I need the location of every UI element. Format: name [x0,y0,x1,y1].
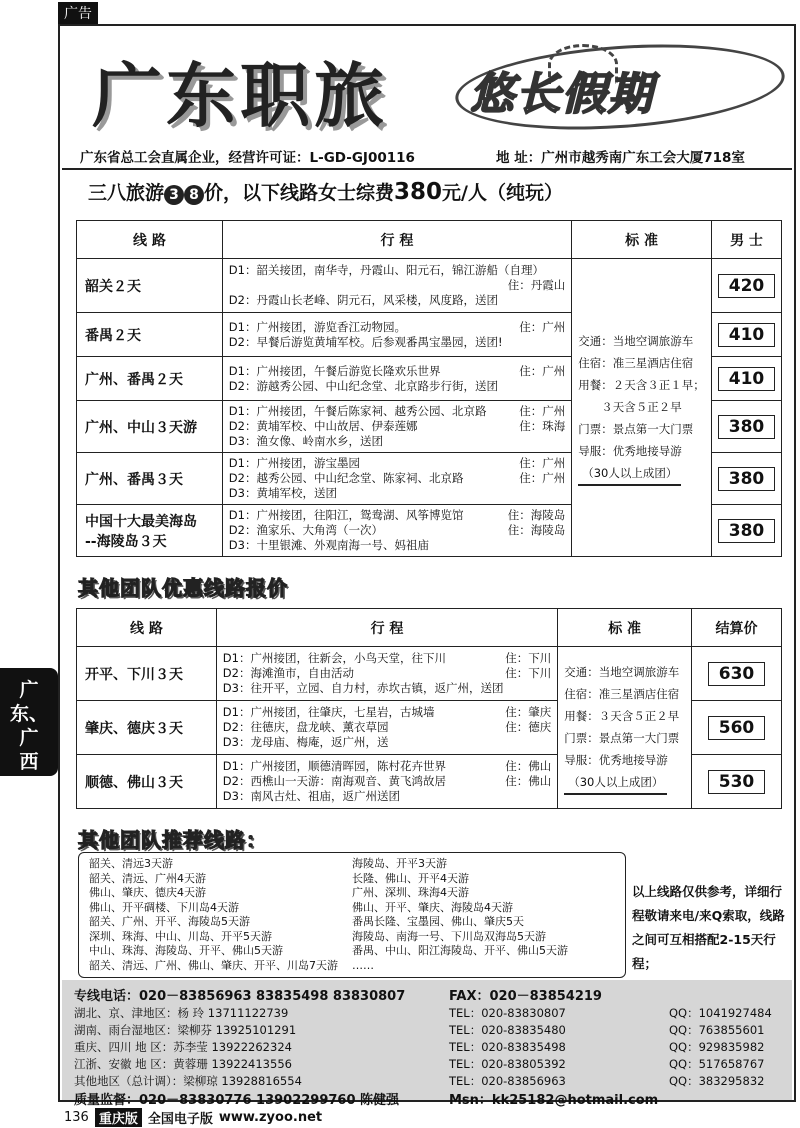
list-item: 韶关、广州、开平、海陵岛5天游 [89,915,250,928]
hotline: 专线电话：020－83856963 83835498 83830807 [74,988,406,1004]
section-title-discount: 其他团队优惠线路报价 [78,576,288,600]
region-tab: 广 东、 广 西 [0,668,58,776]
fax: FAX：020－83854219 [449,988,602,1004]
contact-row: 湖南、雨台湿地区：梁柳芬 13925101291 TEL：020-83835480 QQ：763855601 [74,1022,765,1037]
list-item: 广州、深圳、珠海4天游 [352,886,469,899]
promo-headline: 三八旅游 3 8 价，以下线路女士综费380元/人（纯玩） [88,179,563,205]
list-item: 佛山、肇庆、德庆4天游 [89,886,206,899]
table-row: 广州、番禺３天 D1：广州接团，游宝墨园 住：广州 D2：越秀公园、中山纪念堂、陈家祠、北京路 住：广州 D3：黄埔军校，送团 380 [77,453,782,505]
table-row: 中国十大最美海岛 --海陵岛３天 D1：广州接团，往阳江，鸳鸯湖、风筝博览馆 住：海陵岛 D2：渔家乐、大角湾（一次） 住：海陵岛 D3：十里银滩、外观南海一号、妈祖庙 380 [77,505,782,557]
list-item: 佛山、开平碉楼、下川岛4天游 [89,900,239,914]
list-item: 番禺长隆、宝墨园、佛山、肇庆5天 [352,915,524,928]
quality-supervision: 质量监督：020－83830776 13902299760 陈健强 [74,1092,400,1108]
ad-tag: 广告 [58,2,98,24]
list-item: 长隆、佛山、开平4天游 [352,871,469,885]
contact-row: 江浙、安徽 地 区：黄蓉珊 13922413556 TEL：020-83805392 QQ：517658767 [74,1056,765,1071]
table-row: 肇庆、德庆３天 D1：广州接团，往肇庆，七星岩，古城墙 住：肇庆 D2：往德庆，盘龙峡、薰衣草园 住：德庆 D3：龙母庙、梅庵，返广州，送 560 [77,701,782,755]
brand-title: 广东职旅 [92,54,388,137]
recommend-list [78,852,626,978]
list-item: 海陵岛、南海一号、下川岛双海岛5天游 [352,929,546,943]
list-item: 韶关、清远3天游 [89,857,173,870]
list-item: 佛山、开平、肇庆、海陵岛4天游 [352,900,513,914]
list-item: 中山、珠海、海陵岛、开平、佛山5天游 [89,944,283,957]
company-address: 地 址：广州市越秀南广东工会大厦718室 [496,150,745,166]
page-footer: 136 重庆版 全国电子版 www.zyoo.net [64,1110,323,1127]
table-row: 韶关２天 D1：韶关接团，南华寺，丹霞山、阳元石，锦江游船（自理） 住：丹霞山 D2：丹霞山长老峰、阴元石，风采楼，风度路，送团 交通：当地空调旅游车 住宿：准三星酒店住宿 用餐：２天含３正１早； ３天含５正２早 门票：景点第一大门票 导服：优秀地接导游 （30人以上成团） 420 [77,259,782,313]
itinerary-note: 以上线路仅供参考，详细行程敬请来电/来Q索取，线路之间可互相搭配2-15天行程； [632,884,785,971]
list-item: 番禺、中山、阳江海陵岛、开平、佛山5天游 [352,944,568,957]
standard-cell: 交通：当地空调旅游车 住宿：准三星酒店住宿 用餐：３天含５正２早 门票：景点第一大门票 导服：优秀地接导游 （30人以上成团） [558,647,692,809]
list-item: 海陵岛、开平3天游 [352,857,447,870]
contact-panel [62,980,792,1108]
table-row: 番禺２天 D1：广州接团，游览香江动物园。 住：广州 D2：早餐后游览黄埔军校。后参观番禺宝墨园，送团! 410 [77,313,782,357]
price-value: 380 [718,415,776,439]
promo-route-table [76,220,782,557]
price-value: 410 [718,367,776,391]
list-item: …… [352,958,374,972]
contact-row: 湖北、京、津地区：杨 玲 13711122739 TEL：020-83830807 QQ：1041927484 [74,1005,772,1020]
price-value: 420 [718,274,776,298]
price-value: 630 [708,662,766,686]
edition-badge: 重庆版 [95,1108,142,1127]
contact-row: 重庆、四川 地 区：苏李莹 13922262324 TEL：020-83835498 QQ：929835982 [74,1039,765,1054]
contact-row: 其他地区（总计调）：梁柳琼 13928816554 TEL：020-83856963 QQ：383295832 [74,1073,765,1088]
table-header: 线 路 行 程 标 准 结算价 [77,609,782,647]
discount-route-table [76,608,782,809]
slogan-logo: 悠长假期 [470,69,654,120]
price-value: 410 [718,323,776,347]
standard-cell: 交通：当地空调旅游车 住宿：准三星酒店住宿 用餐：２天含３正１早； ３天含５正２早 门票：景点第一大门票 导服：优秀地接导游 （30人以上成团） [572,259,712,557]
table-header: 线 路 行 程 标 准 男 士 [77,221,782,259]
table-row: 开平、下川３天 D1：广州接团，往新会，小鸟天堂，往下川 住：下川 D2：海滩渔市，自由活动 住：下川 D3：往开平，立园、自力村，赤坎古镇，返广州，送团 交通：当地空调旅游车 住宿：准三星酒店住宿 用餐：３天含５正２早 门票：景点第一大门票 导服：优秀地接导游 （30人以上成团） 630 [77,647,782,701]
table-row: 广州、番禺２天 D1：广州接团，午餐后游览长隆欢乐世界 住：广州 D2：游越秀公园、中山纪念堂、北京路步行街，送团 410 [77,357,782,401]
table-row: 顺德、佛山３天 D1：广州接团，顺德清晖园，陈村花卉世界 住：佛山 D2：西樵山一天游：南海观音、黄飞鸿故居 住：佛山 D3：南风古灶、祖庙，返广州送团 530 [77,755,782,809]
list-item: 韶关、清远、广州、佛山、肇庆、开平、川岛7天游 [89,958,338,972]
table-row: 广州、中山３天游 D1：广州接团，午餐后陈家祠、越秀公园、北京路 住：广州 D2：黄埔军校、中山故居、伊泰莲娜 住：珠海 D3：渔女像、岭南水乡，送团 380 [77,401,782,453]
list-item: 深圳、珠海、中山、川岛、开平5天游 [89,929,272,943]
page-number: 136 [64,1110,89,1125]
website-link[interactable]: www.zyoo.net [218,1110,323,1125]
price-value: 380 [718,519,776,543]
price-value: 560 [708,716,766,740]
company-info: 广东省总工会直属企业，经营许可证：L-GD-GJ00116 [80,150,415,166]
price-value: 530 [708,770,766,794]
section-title-recommend: 其他团队推荐线路： [78,828,267,852]
divider [62,168,792,170]
msn-contact: Msn：kk25182@hotmail.com [449,1092,659,1108]
list-item: 韶关、清远、广州4天游 [89,871,206,885]
price-value: 380 [718,467,776,491]
